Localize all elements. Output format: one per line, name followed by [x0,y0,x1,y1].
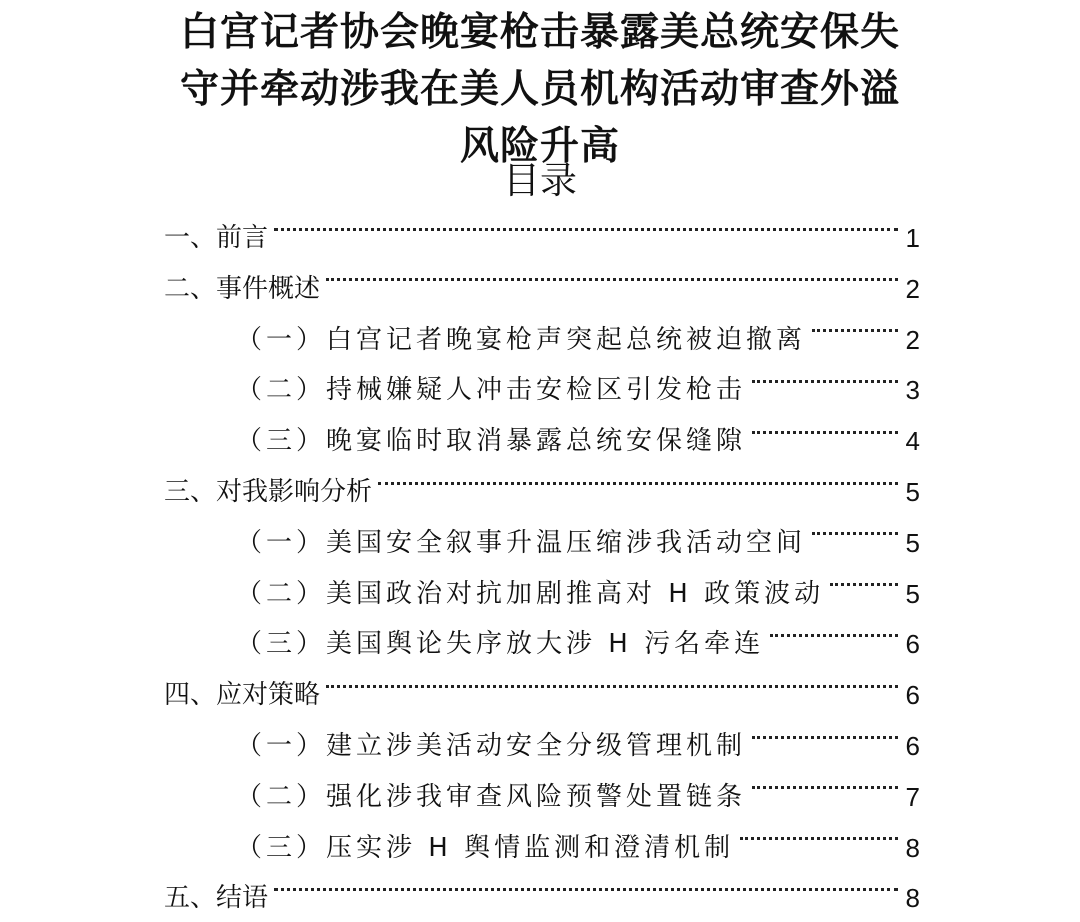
toc-entry[interactable] [0,265,1080,313]
toc-subsection[interactable] [236,570,920,618]
toc-entry[interactable] [0,620,1080,668]
toc-entry[interactable] [0,671,1080,719]
toc-page-number: 5 [905,527,920,558]
toc-page-number: 5 [905,477,920,507]
document-title [0,4,1080,175]
toc-subsection[interactable] [236,417,920,465]
toc-entry-label: （二）持械嫌疑人冲击安检区引发枪击 [236,375,747,406]
toc-leader-dots [326,278,898,281]
toc-page-number: 1 [905,223,920,253]
toc-page-number: 6 [905,680,920,711]
toc-page-number: 8 [905,883,920,914]
toc-entry-label: 二、事件概述 [164,273,321,304]
toc-subsection[interactable] [236,316,920,364]
toc-leader-dots [812,532,898,535]
toc-section[interactable] [164,671,920,719]
toc-entry[interactable] [0,519,1080,567]
toc-page-number: 6 [905,731,920,761]
toc-entry[interactable] [0,417,1080,465]
toc-section[interactable] [164,214,920,262]
toc-entry-label: 四、应对策略 [164,680,321,711]
toc-leader-dots [812,329,898,332]
toc-leader-dots [378,482,898,485]
toc-page-number: 2 [905,273,920,304]
toc-page-number: 2 [905,324,920,355]
toc-leader-dots [770,634,898,637]
toc-entry-label: 一、前言 [164,223,269,253]
toc-heading: 目录 [503,159,577,202]
toc-leader-dots [274,228,898,231]
toc-leader-dots [752,736,898,739]
toc-subsection[interactable] [236,773,920,821]
toc-subsection[interactable] [236,519,920,567]
toc-leader-dots [274,888,898,891]
toc-leader-dots [752,431,898,434]
toc-section[interactable] [164,874,920,922]
toc-entry[interactable] [0,773,1080,821]
toc-subsection[interactable] [236,824,920,872]
title-line-3: 风险升高 [459,124,620,169]
toc-subsection[interactable] [236,366,920,414]
toc-page-number: 3 [905,375,920,406]
toc-entry-label: （二）强化涉我审查风险预警处置链条 [236,781,747,812]
toc-entry-label: （一）建立涉美活动安全分级管理机制 [236,731,747,761]
toc-section[interactable] [164,468,920,516]
toc-entry-label: 三、对我影响分析 [164,477,373,507]
toc-entry[interactable] [0,316,1080,364]
toc-leader-dots [326,685,898,688]
toc-entry-label: （三）美国舆论失序放大涉 H 污名牵连 [236,629,765,660]
toc-page-number: 6 [905,629,920,660]
toc-leader-dots [830,583,898,586]
toc-page-number: 8 [905,832,920,863]
title-line-1: 白宫记者协会晚宴枪击暴露美总统安保失 [179,10,900,55]
title-line-2: 守并牵动涉我在美人员机构活动审查外溢 [179,67,900,112]
toc-entry[interactable] [0,366,1080,414]
toc-leader-dots [752,380,898,383]
toc-entry-label: （一）美国安全叙事升温压缩涉我活动空间 [236,527,807,558]
toc-entry-label: （三）晚宴临时取消暴露总统安保缝隙 [236,426,747,457]
toc-leader-dots [752,786,898,789]
toc-entry-label: 五、结语 [164,883,269,914]
toc-subsection[interactable] [236,620,920,668]
toc-leader-dots [740,837,898,840]
toc-entry[interactable] [0,874,1080,922]
toc-page-number: 7 [905,781,920,812]
toc-page-number: 5 [905,578,920,609]
toc-entry-label: （三）压实涉 H 舆情监测和澄清机制 [236,832,735,863]
toc-subsection[interactable] [236,722,920,770]
toc-entry-label: （二）美国政治对抗加剧推高对 H 政策波动 [236,578,825,609]
toc-entry-label: （一）白宫记者晚宴枪声突起总统被迫撤离 [236,324,807,355]
toc-page-number: 4 [905,426,920,457]
toc-entry[interactable] [0,214,1080,262]
toc-entry[interactable] [0,722,1080,770]
toc-section[interactable] [164,265,920,313]
toc-entry[interactable] [0,570,1080,618]
toc-entry[interactable] [0,468,1080,516]
toc-entry[interactable] [0,824,1080,872]
